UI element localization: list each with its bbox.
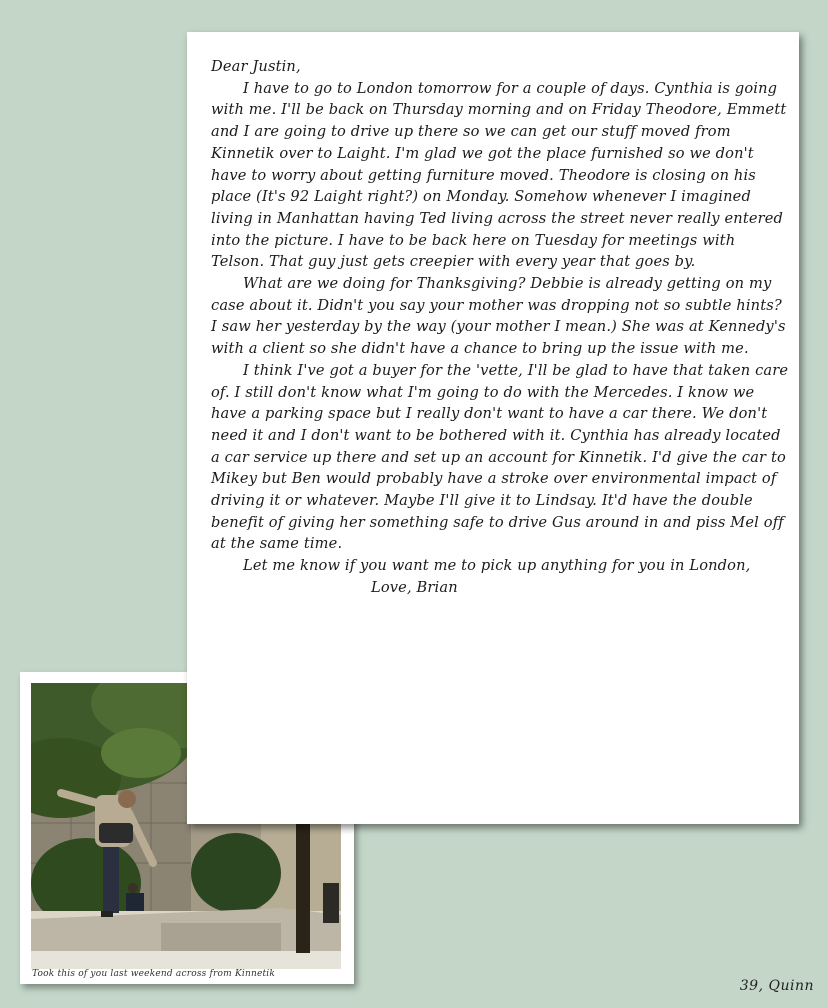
- letter-paragraph: I have to go to London tomorrow for a couple of days. Cynthia is going with me. I'll be back on Thursday morning and on Friday Theodore, Emmett and I are going to drive up there so we can get our stuff moved from Kinnetik over to Laight. I'm glad we got the place furnished so we don't have to worry about getting furniture moved. Theodore is closing on his place (It's 92 Laight right?) on Monday. Somehow whenever I imagined living in Manhattan having Ted living across the street never really entered into the picture. I have to be back here on Tuesday for meetings with Telson. That guy just gets creepier with every year that goes by.: [211, 79, 787, 271]
- letter-signoff: Love, Brian: [371, 578, 458, 596]
- photo-caption: Took this of you last weekend across from Kinnetik: [32, 969, 276, 979]
- letter-page: [187, 32, 799, 824]
- letter-paragraph: I think I've got a buyer for the 'vette, I'll be glad to have that taken care of. I still don't know what I'm going to do with the Mercedes. I know we have a parking space but I really don't want to have a car there. We don't need it and I don't want to be bothered with it. Cynthia has already located a car service up there and set up an account for Kinnetik. I'd give the car to Mikey but Ben would probably have a stroke over environmental impact of driving it or whatever. Maybe I'll give it to Lindsay. It'd have the double benefit of giving her something safe to drive Gus around in and piss Mel off at the same time.: [211, 361, 789, 553]
- letter-body: [211, 56, 789, 599]
- letter-greeting: Dear Justin,: [211, 58, 301, 75]
- letter-paragraph: Let me know if you want me to pick up anything for you in London,: [243, 557, 751, 575]
- letter-paragraph: What are we doing for Thanksgiving? Debbie is already getting on my case about it. Didn't you say your mother was dropping not so subtle hints? I saw her yesterday by the way (your mother I mean.) She was at Kennedy's with a client so she didn't have a chance to bring up the issue with me.: [211, 275, 786, 358]
- page-number: 39, Quinn: [739, 978, 814, 994]
